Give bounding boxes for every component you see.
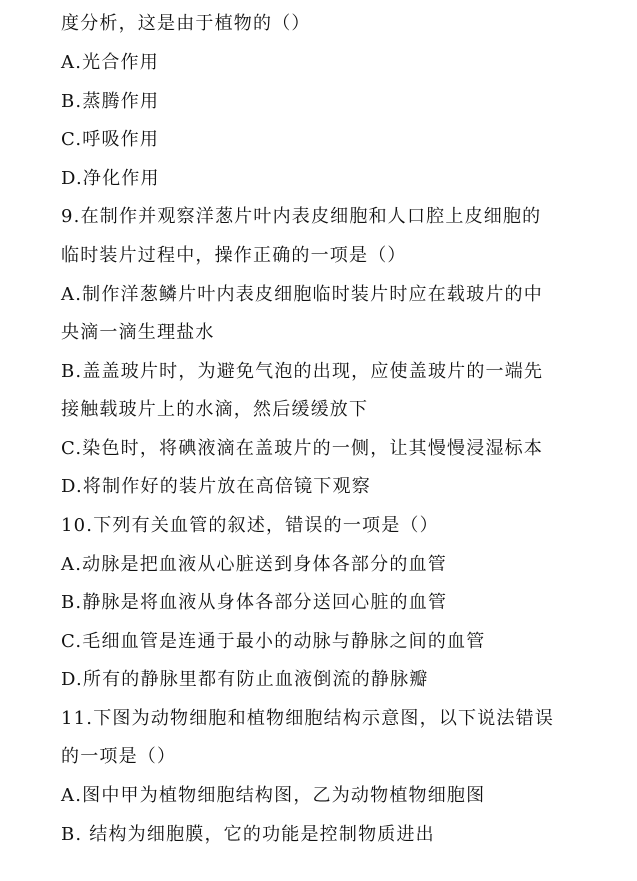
question-9: 9.在制作并观察洋葱片叶内表皮细胞和人口腔上皮细胞的 xyxy=(61,206,542,227)
option-b: B.蒸腾作用 xyxy=(61,91,160,112)
option-c: C.染色时，将碘液滴在盖玻片的一侧，让其慢慢浸湿标本 xyxy=(61,438,544,459)
text-line: 度分析，这是由于植物的（） xyxy=(61,13,311,34)
question-10: 10.下列有关血管的叙述，错误的一项是（） xyxy=(61,515,439,536)
option-a: A.动脉是把血液从心脏送到身体各部分的血管 xyxy=(61,554,447,575)
option-a: A.图中甲为植物细胞结构图，乙为动物植物细胞图 xyxy=(61,785,486,806)
option-b: B. 结构为细胞膜，它的功能是控制物质进出 xyxy=(61,824,435,845)
option-d: D.所有的静脉里都有防止血液倒流的静脉瓣 xyxy=(61,669,429,690)
option-d: D.净化作用 xyxy=(61,168,160,189)
question-11-cont: 的一项是（） xyxy=(61,746,177,767)
question-11: 11.下图为动物细胞和植物细胞结构示意图，以下说法错误 xyxy=(61,708,555,729)
question-9-cont: 临时装片过程中，操作正确的一项是（） xyxy=(61,245,407,266)
option-b: B.盖盖玻片时，为避免气泡的出现，应使盖玻片的一端先 xyxy=(61,361,544,382)
option-b: B.静脉是将血液从身体各部分送回心脏的血管 xyxy=(61,592,448,613)
option-b-cont: 接触载玻片上的水滴，然后缓缓放下 xyxy=(61,399,369,420)
option-a: A.光合作用 xyxy=(61,52,159,73)
option-a-cont: 央滴一滴生理盐水 xyxy=(61,322,215,343)
option-c: C.呼吸作用 xyxy=(61,129,160,150)
option-a: A.制作洋葱鳞片叶内表皮细胞临时装片时应在载玻片的中 xyxy=(61,284,543,305)
option-c: C.毛细血管是连通于最小的动脉与静脉之间的血管 xyxy=(61,631,486,652)
option-d: D.将制作好的装片放在高倍镜下观察 xyxy=(61,476,371,497)
